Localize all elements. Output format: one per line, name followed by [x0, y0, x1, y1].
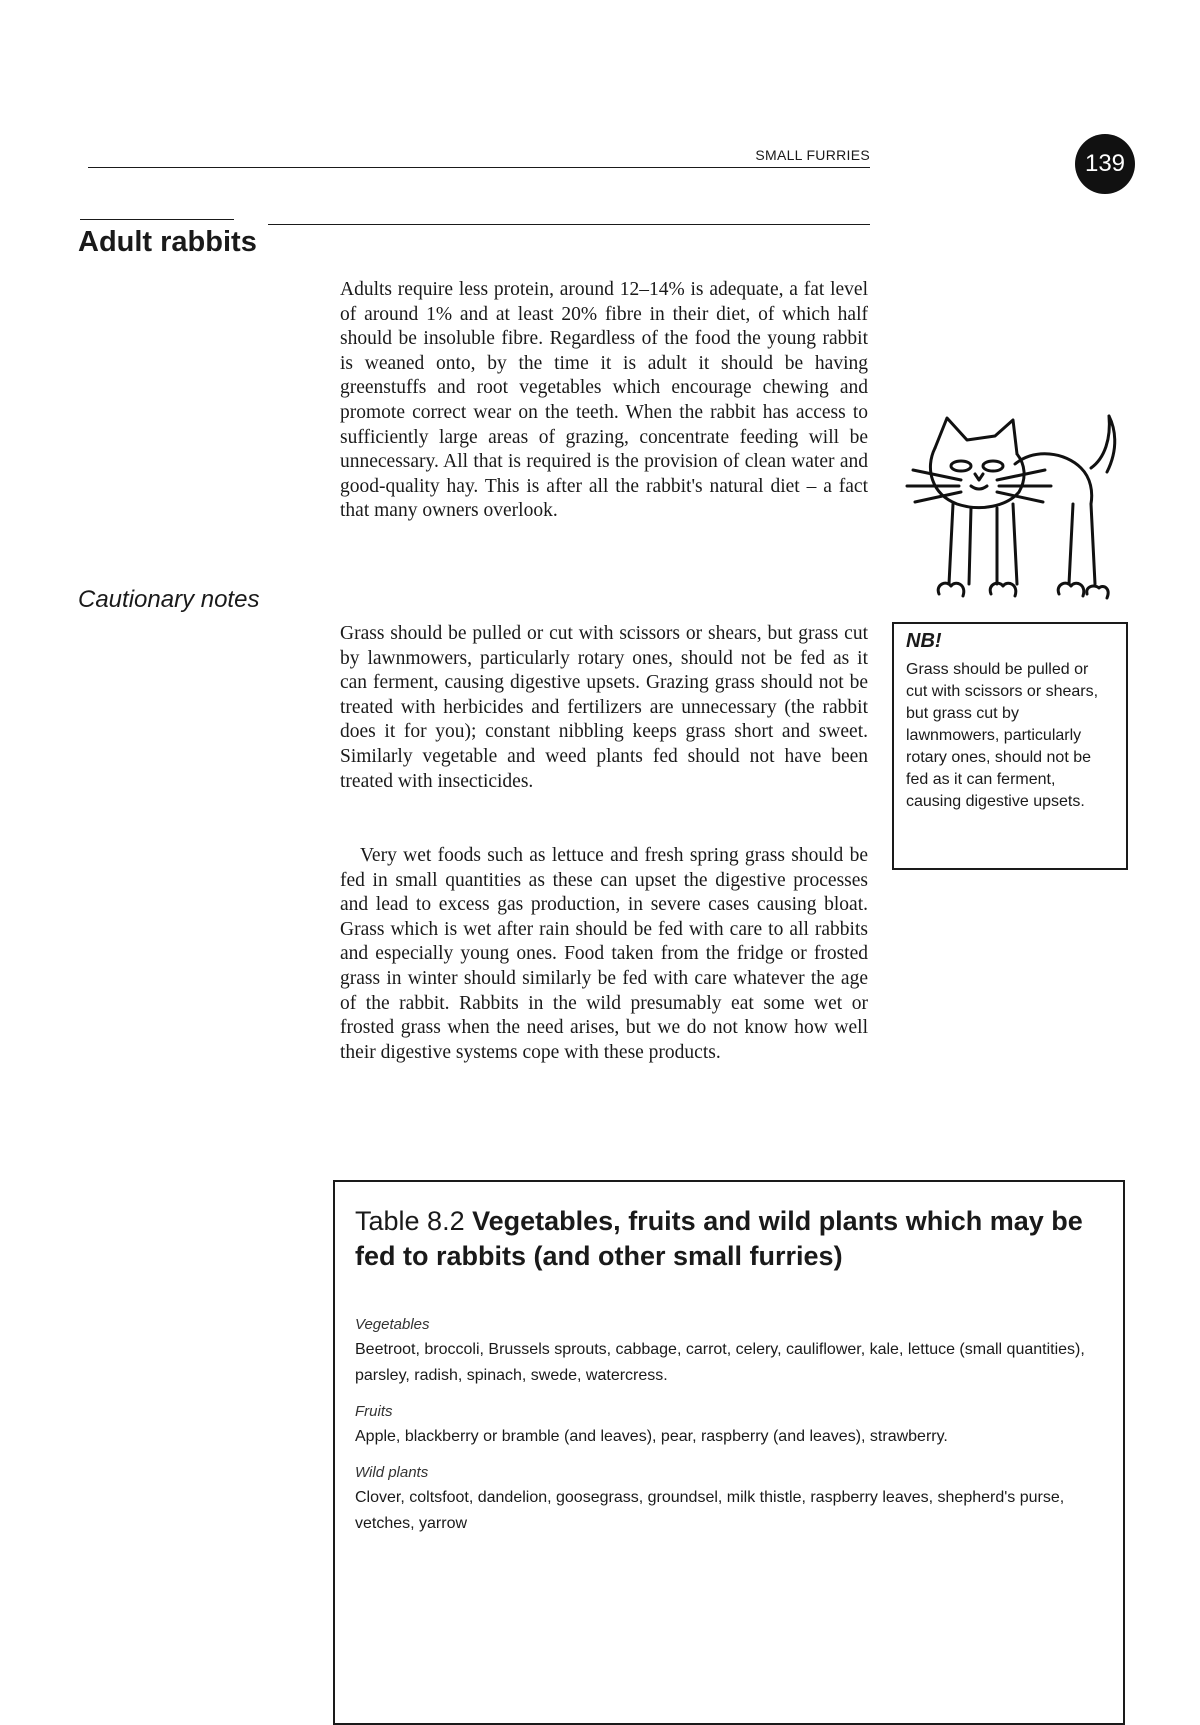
table-number: Table 8.2: [355, 1206, 465, 1236]
body-paragraph-grass: Grass should be pulled or cut with scissors or shears, but grass cut by lawnmowers, particularly rotary ones, should not be fed as it can ferment, causing digestive upsets. Grazing grass should not be treated with herbicides and fertilizers are unnecessary (the rabbit does it for you); constant nibbling keeps grass short and sweet. Similarly vegetable and weed plants fed should not have been treated with insecticides.: [340, 623, 868, 792]
table-category-items: Clover, coltsfoot, dandelion, goosegrass, groundsel, milk thistle, raspberry leaves, shepherd's purse, vetches, yarrow: [355, 1489, 1065, 1532]
nb-text: Grass should be pulled or cut with scissors or shears, but grass cut by lawnmowers, particularly rotary ones, should not be fed as it can ferment, causing digestive upsets.: [906, 661, 1099, 810]
cat-icon: [895, 408, 1135, 613]
nb-callout-box: [892, 622, 1128, 870]
table-category-items: Beetroot, broccoli, Brussels sprouts, cabbage, carrot, celery, cauliflower, kale, lettuce (small quantities), parsley, radish, spinach, swede, watercress.: [355, 1341, 1085, 1384]
table-category-label: Fruits: [355, 1403, 393, 1420]
table-category-label: Vegetables: [355, 1316, 430, 1333]
table-box: [333, 1180, 1125, 1725]
nb-title: NB!: [906, 630, 942, 652]
running-header: SMALL FURRIES: [755, 147, 870, 163]
table-category-label: Wild plants: [355, 1464, 429, 1481]
side-heading: Cautionary notes: [78, 586, 260, 613]
heading-rule-left: [80, 219, 234, 220]
section-title: Adult rabbits: [78, 226, 257, 258]
table-caption: Vegetables, fruits and wild plants which may be fed to rabbits (and other small furries): [355, 1206, 1083, 1271]
header-rule: [88, 167, 870, 168]
table-title: [355, 1204, 1105, 1274]
heading-rule-right: [268, 224, 870, 225]
page-number-badge: 139: [1075, 134, 1135, 194]
body-paragraph-adult-diet: Adults require less protein, around 12–14% is adequate, a fat level of around 1% and at least 20% fibre in their diet, of which half should be insoluble fibre. Regardless of the food the young rabbit is weaned onto, by the time it is adult it should be having greenstuffs and root vegetables which encourage chewing and promote correct wear on the teeth. When the rabbit has access to sufficiently large areas of grazing, concentrate feeding will be unnecessary. All that is required is the provision of clean water and good-quality hay. This is after all the rabbit's natural diet – a fact that many owners overlook.: [340, 279, 868, 522]
body-paragraph-wet-foods: Very wet foods such as lettuce and fresh spring grass should be fed in small quantities as these can upset the digestive processes and lead to excess gas production, in severe cases causing bloat. Grass which is wet after rain should be fed with care to all rabbits and especially young ones. Food taken from the fridge or frosted grass in winter should similarly be fed with care whatever the age of the rabbit. Rabbits in the wild presumably eat some wet or frosted grass when the need arises, but we do not know how well their digestive systems cope with these products.: [340, 845, 868, 1063]
table-category-items: Apple, blackberry or bramble (and leaves), pear, raspberry (and leaves), strawberry.: [355, 1428, 948, 1445]
